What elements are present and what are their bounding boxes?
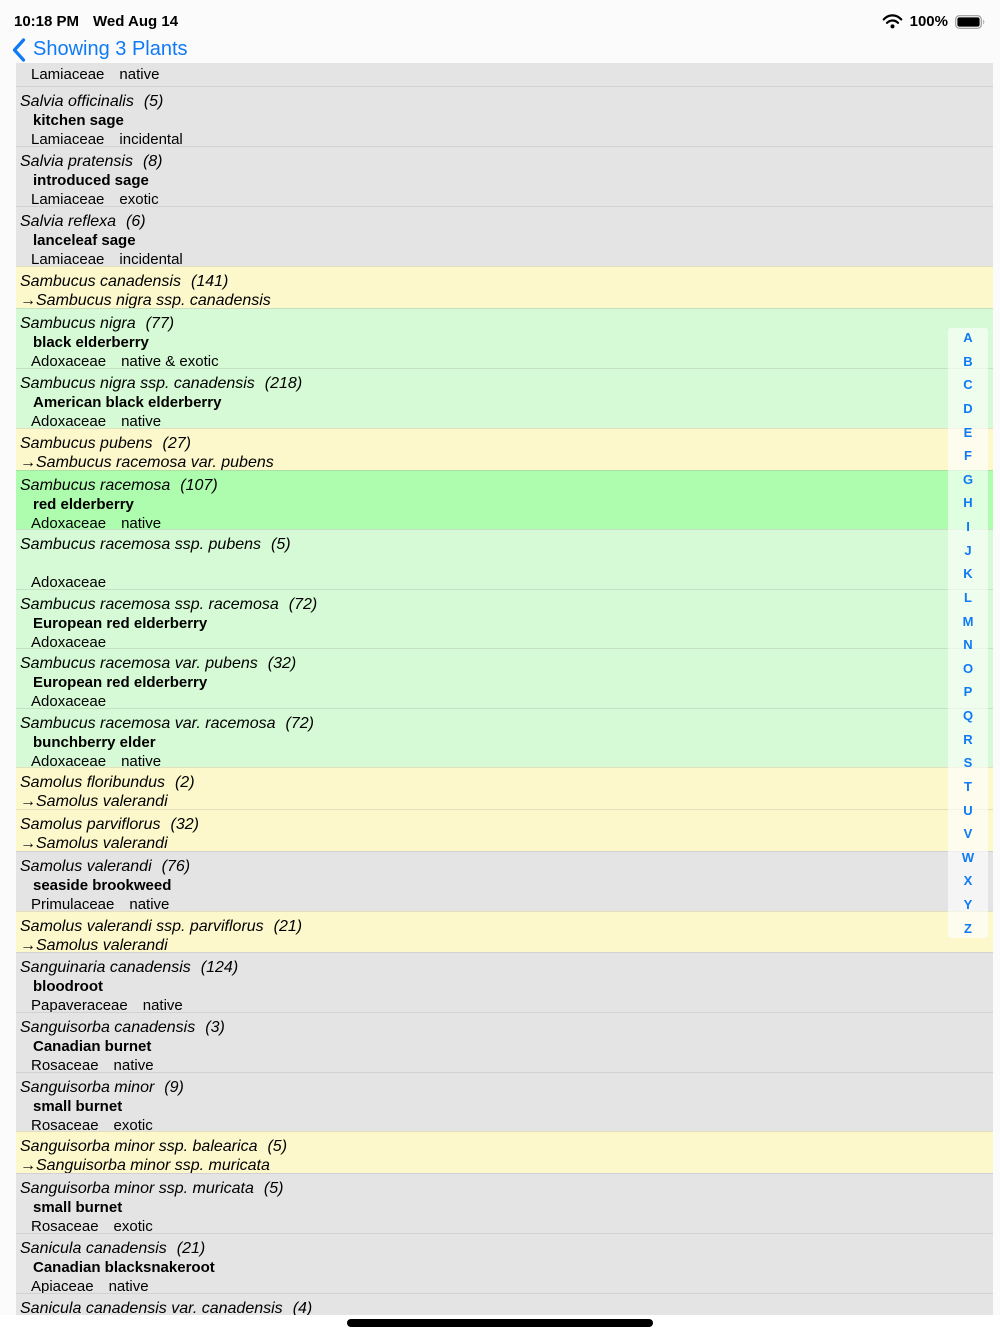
family-line [20, 895, 993, 911]
family-line [20, 514, 993, 529]
common-name: lanceleaf sage [33, 232, 136, 249]
index-letter-k[interactable]: K [963, 566, 973, 582]
common-name: American black elderberry [33, 394, 222, 411]
list-item[interactable] [16, 1233, 993, 1293]
family-line [20, 352, 993, 368]
scientific-name: Sambucus pubens (27) [20, 435, 191, 452]
common-name: red elderberry [33, 496, 134, 513]
list-item[interactable] [16, 266, 993, 308]
scientific-name: Sanguisorba minor (9) [20, 1079, 184, 1096]
family-line [20, 1277, 993, 1293]
scientific-name: Salvia officinalis (5) [20, 93, 164, 110]
family-name: Lamiaceae [31, 191, 105, 206]
index-letter-e[interactable]: E [963, 424, 973, 440]
family-name: Papaveraceae [31, 997, 128, 1012]
index-letter-l[interactable]: L [964, 589, 972, 605]
status-right [882, 7, 986, 30]
common-name: European red elderberry [33, 674, 208, 691]
family-line [20, 412, 993, 428]
family-line [20, 65, 993, 84]
status-label: native [129, 896, 170, 911]
record-count: (9) [164, 1079, 184, 1096]
index-letter-c[interactable]: C [963, 377, 973, 393]
scientific-name: Sambucus nigra ssp. canadensis (218) [20, 375, 303, 392]
status-label: native [113, 1057, 154, 1072]
wifi-icon [882, 14, 903, 29]
status-label: incidental [119, 131, 183, 146]
list-item[interactable] [16, 470, 993, 529]
scientific-name: Sambucus nigra (77) [20, 315, 175, 332]
battery-percent: 100% [909, 13, 948, 30]
common-name: seaside brookweed [33, 877, 172, 894]
index-letter-z[interactable]: Z [964, 920, 972, 936]
family-line [20, 692, 993, 708]
synonym-name: →Samolus valerandi [20, 793, 168, 809]
family-line [20, 1217, 993, 1233]
home-indicator[interactable] [347, 1319, 653, 1327]
list-item[interactable] [16, 146, 993, 206]
list-item[interactable] [16, 1173, 993, 1233]
list-item[interactable] [16, 1131, 993, 1173]
index-letter-x[interactable]: X [963, 873, 973, 889]
list-item[interactable] [16, 368, 993, 428]
scientific-name: Salvia pratensis (8) [20, 153, 163, 170]
family-name: Adoxaceae [31, 353, 107, 368]
plant-list [0, 63, 1000, 1315]
index-letter-g[interactable]: G [962, 471, 974, 487]
status-label: exotic [119, 191, 159, 206]
index-letter-a[interactable]: A [963, 330, 973, 345]
list-item[interactable] [16, 809, 993, 851]
record-count: (5) [271, 536, 291, 553]
status-label: native [142, 997, 183, 1012]
index-letter-r[interactable]: R [963, 731, 973, 747]
common-name [20, 554, 993, 573]
record-count: (72) [285, 715, 314, 732]
status-label: native [119, 66, 160, 83]
scientific-name: Samolus floribundus (2) [20, 774, 195, 791]
index-letter-v[interactable]: V [963, 826, 973, 842]
synonym-name: →Sambucus racemosa var. pubens [20, 454, 274, 470]
scientific-name: Sambucus racemosa var. racemosa (72) [20, 715, 314, 732]
index-letter-q[interactable]: Q [962, 708, 974, 723]
scientific-name: Salvia reflexa (6) [20, 213, 146, 230]
family-name: Apiaceae [31, 1278, 94, 1293]
index-letter-o[interactable]: O [962, 660, 974, 676]
synonym-name: →Sambucus nigra ssp. canadensis [20, 292, 271, 308]
list-item[interactable] [16, 767, 993, 809]
common-name: black elderberry [33, 334, 149, 351]
status-date: Wed Aug 14 [93, 13, 179, 30]
synonym-name: →Samolus valerandi [20, 835, 168, 851]
record-count: (76) [161, 858, 191, 875]
scientific-name: Sanguinaria canadensis (124) [20, 959, 239, 976]
record-count: (77) [145, 315, 175, 332]
common-name: European red elderberry [33, 615, 208, 632]
synonym-name: →Samolus valerandi [20, 937, 168, 952]
list-item[interactable] [16, 308, 993, 368]
record-count: (21) [176, 1240, 206, 1257]
common-name: Canadian burnet [33, 1038, 152, 1055]
scientific-name: Sanguisorba minor ssp. muricata (5) [20, 1180, 284, 1197]
index-letter-m[interactable]: M [962, 613, 974, 629]
record-count: (32) [170, 816, 199, 833]
record-count: (141) [190, 273, 229, 290]
list-item[interactable] [16, 63, 993, 86]
status-bar [0, 0, 1000, 37]
record-count: (3) [205, 1019, 225, 1036]
family-line [20, 130, 993, 146]
status-label: exotic [113, 1117, 153, 1131]
index-letter-u[interactable]: U [963, 802, 973, 818]
family-name: Lamiaceae [31, 251, 105, 266]
common-name: Canadian blacksnakeroot [33, 1259, 215, 1276]
list-item[interactable] [16, 952, 993, 1012]
list-item[interactable] [16, 851, 993, 911]
list-item[interactable] [16, 708, 993, 771]
common-name: kitchen sage [33, 112, 124, 129]
family-name: Rosaceae [31, 1057, 99, 1072]
status-label: native [121, 413, 162, 428]
index-letter-s[interactable]: S [963, 755, 973, 771]
scientific-name: Sanguisorba minor ssp. balearica (5) [20, 1138, 288, 1155]
list-item[interactable] [16, 1072, 993, 1131]
scientific-name: Samolus valerandi (76) [20, 858, 191, 875]
status-label: native [121, 753, 162, 767]
list-item[interactable] [16, 911, 993, 952]
family-line [20, 573, 993, 589]
record-count: (32) [267, 655, 297, 672]
index-letter-b[interactable]: B [963, 353, 973, 369]
family-name: Rosaceae [31, 1117, 99, 1131]
record-count: (72) [288, 596, 318, 613]
family-name: Primulaceae [31, 896, 115, 911]
family-line [20, 190, 993, 206]
family-name: Adoxaceae [31, 574, 107, 589]
scientific-name: Sambucus racemosa (107) [20, 477, 218, 494]
list-item[interactable] [16, 589, 993, 648]
scientific-name: Sanicula canadensis (21) [20, 1240, 206, 1257]
index-letter-w[interactable]: W [961, 849, 975, 865]
scientific-name: Sambucus canadensis (141) [20, 273, 229, 290]
scientific-name: Samolus valerandi ssp. parviflorus (21) [20, 918, 303, 935]
family-name: Rosaceae [31, 1218, 99, 1233]
back-button[interactable] [0, 36, 1000, 63]
scientific-name: Sambucus racemosa ssp. racemosa (72) [20, 596, 318, 613]
list-item[interactable] [16, 424, 993, 470]
record-count: (5) [263, 1180, 284, 1197]
family-name: Adoxaceae [31, 693, 107, 708]
record-count: (6) [126, 213, 146, 230]
index-letter-n[interactable]: N [963, 637, 973, 653]
common-name: bunchberry elder [33, 734, 156, 751]
synonym-name: →Sanguisorba minor ssp. muricata [20, 1157, 270, 1173]
index-letter-i[interactable]: I [966, 519, 970, 534]
family-line [20, 633, 993, 648]
battery-icon [955, 15, 986, 29]
family-line [20, 996, 993, 1012]
index-letter-j[interactable]: J [964, 542, 972, 558]
list-item[interactable] [16, 1012, 993, 1072]
scientific-name: Sanguisorba canadensis (3) [20, 1019, 225, 1036]
family-line [20, 250, 993, 266]
index-letter-y[interactable]: Y [963, 897, 973, 912]
common-name: small burnet [33, 1199, 123, 1216]
scientific-name: Sanicula canadensis var. canadensis (4) [20, 1300, 313, 1315]
list-item[interactable] [16, 1293, 993, 1315]
record-count: (124) [200, 959, 239, 976]
common-name: small burnet [33, 1098, 123, 1115]
record-count: (21) [273, 918, 303, 935]
index-letter-t[interactable]: T [964, 778, 972, 794]
family-name: Adoxaceae [31, 634, 107, 648]
back-chevron-icon [12, 38, 26, 62]
status-left [14, 7, 178, 30]
record-count: (5) [143, 93, 164, 110]
family-name: Adoxaceae [31, 753, 107, 767]
status-label: incidental [119, 251, 183, 266]
index-letter-h[interactable]: H [963, 495, 973, 511]
record-count: (2) [174, 774, 195, 791]
record-count: (107) [180, 477, 218, 494]
common-name: bloodroot [33, 978, 103, 995]
list-item[interactable] [16, 529, 993, 589]
index-letter-p[interactable]: P [963, 684, 973, 700]
status-label: native [121, 515, 162, 529]
record-count: (5) [267, 1138, 288, 1155]
family-line [20, 1056, 993, 1072]
back-button-label: Showing 3 Plants [33, 38, 188, 60]
scientific-name: Samolus parviflorus (32) [20, 816, 199, 833]
status-time: 10:18 PM [14, 13, 80, 30]
status-label: native [108, 1278, 149, 1293]
family-line [20, 1116, 993, 1131]
status-label: native & exotic [121, 353, 219, 368]
index-letter-d[interactable]: D [963, 400, 973, 416]
list-item[interactable] [16, 206, 993, 266]
family-name: Lamiaceae [31, 66, 105, 83]
family-line [20, 752, 993, 771]
record-count: (8) [142, 153, 163, 170]
list-item[interactable] [16, 86, 993, 146]
record-count: (4) [292, 1300, 313, 1315]
family-name: Adoxaceae [31, 413, 107, 428]
family-name: Adoxaceae [31, 515, 107, 529]
scientific-name: Sambucus racemosa var. pubens (32) [20, 655, 297, 672]
index-letter-f[interactable]: F [964, 448, 972, 464]
scientific-name: Sambucus racemosa ssp. pubens (5) [20, 536, 291, 553]
alphabet-index[interactable] [948, 328, 988, 938]
list-item[interactable] [16, 648, 993, 708]
family-name: Lamiaceae [31, 131, 105, 146]
record-count: (27) [162, 435, 191, 452]
record-count: (218) [264, 375, 303, 392]
common-name: introduced sage [33, 172, 149, 189]
status-label: exotic [113, 1218, 153, 1233]
